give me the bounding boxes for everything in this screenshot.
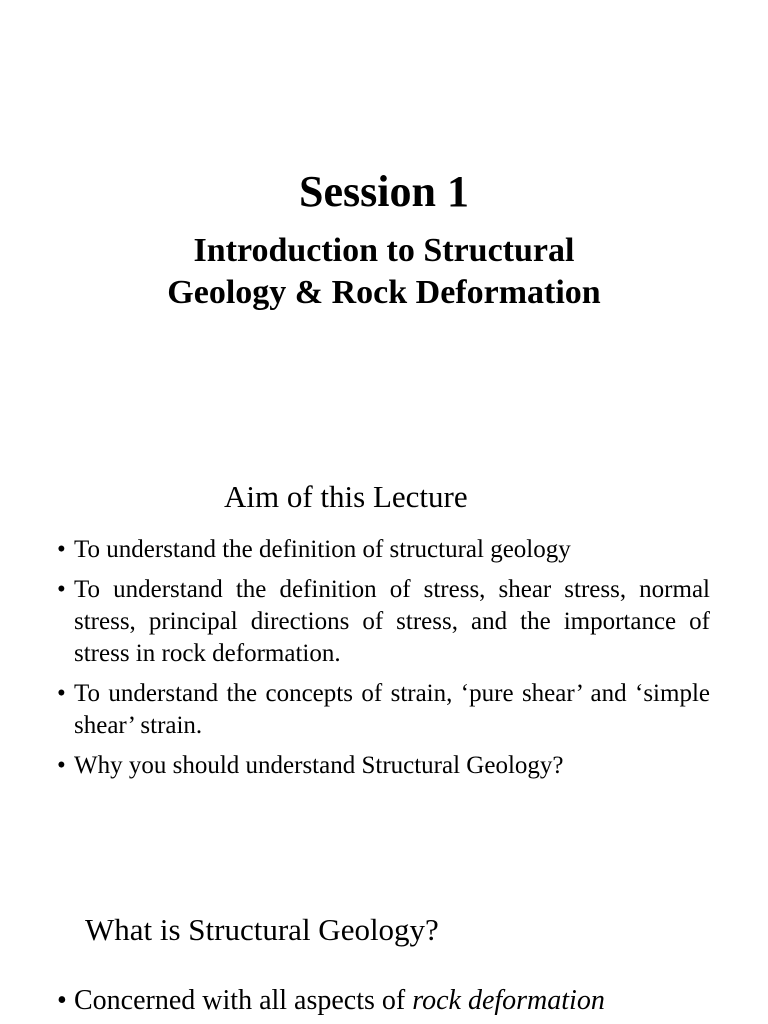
subtitle-line-2: Geology & Rock Deformation [167, 274, 601, 311]
aim-item-text: To understand the concepts of strain, ‘pure shear’ and ‘simple shear’ strain. [74, 680, 710, 739]
page-title: Session 1 [299, 167, 469, 216]
bullet-marker: • [57, 680, 66, 707]
aim-list-item [57, 534, 710, 566]
aim-item-text: To understand the definition of structural geology [74, 536, 571, 563]
page-subtitle [0, 230, 768, 314]
what-list [57, 982, 727, 1020]
aim-item-text: To understand the definition of stress, shear stress, normal stress, principal directions of stress, and the importance of stress in rock deformation. [74, 576, 710, 667]
bullet-marker: • [57, 576, 66, 603]
bullet-marker: • [57, 985, 67, 1016]
bullet-marker: • [57, 536, 66, 563]
what-item-text: Concerned with all aspects of [74, 985, 413, 1016]
what-list-item [57, 982, 727, 1020]
what-item-emphasis: rock deformation [412, 985, 605, 1016]
aim-list-item [57, 678, 710, 742]
subtitle-line-1: Introduction to Structural [193, 232, 575, 269]
aim-heading: Aim of this Lecture [224, 479, 468, 514]
aim-item-text: Why you should understand Structural Geology? [74, 752, 564, 779]
aim-list [57, 534, 710, 790]
aim-list-item [57, 574, 710, 670]
what-heading: What is Structural Geology? [85, 912, 439, 947]
bullet-marker: • [57, 752, 66, 779]
aim-list-item [57, 750, 710, 782]
